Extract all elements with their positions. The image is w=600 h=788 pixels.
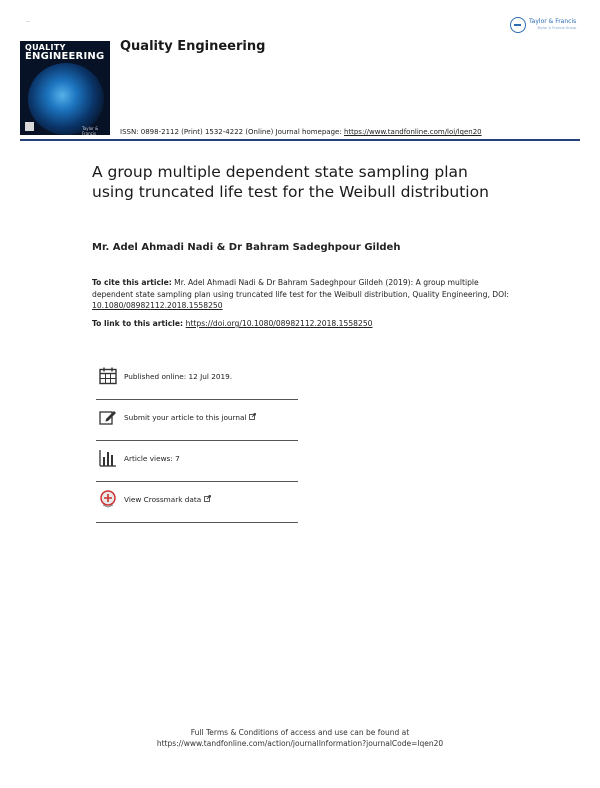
info-divider <box>96 522 298 523</box>
citation-block <box>92 277 512 312</box>
article-views-text: Article views: 7 <box>124 454 180 463</box>
issn-line <box>120 128 482 136</box>
info-divider <box>96 481 298 482</box>
crossmark-row[interactable] <box>96 490 298 520</box>
article-title: A group multiple dependent state sampling plan using truncated life test for the Weibull distribution <box>92 163 489 201</box>
cite-text: Mr. Adel Ahmadi Nadi & Dr Bahram Sadeghpour Gildeh (2019): A group multiple dependent state sampling plan using truncated life test for the Weibull distribution, Quality Engineering, DOI: <box>92 278 509 299</box>
cite-label: To cite this article: <box>92 278 172 287</box>
crossmark-icon <box>99 490 117 508</box>
external-link-icon <box>204 495 211 504</box>
cover-title-line2: ENGINEERING <box>25 51 105 62</box>
published-online-text: Published online: 12 Jul 2019. <box>124 372 233 381</box>
link-label: To link to this article: <box>92 319 186 328</box>
journal-cover[interactable] <box>20 41 110 135</box>
cover-title-line1: QUALITY <box>25 43 66 52</box>
calendar-icon <box>99 367 117 385</box>
published-online-row <box>96 367 298 397</box>
article-doi-url[interactable]: https://doi.org/10.1080/08982112.2018.1558250 <box>185 319 373 328</box>
edit-icon <box>99 408 117 426</box>
terms-link[interactable]: https://www.tandfonline.com/action/journalInformation?journalCode=lqen20 <box>156 739 444 748</box>
tf-logo-icon <box>510 17 526 33</box>
submit-article-row[interactable] <box>96 408 298 438</box>
tf-logo-name: Taylor & Francis <box>529 18 577 25</box>
article-link-line <box>92 319 372 328</box>
tf-logo-tagline: Taylor & Francis Group <box>537 26 577 30</box>
crossmark-label: View Crossmark data <box>124 495 202 504</box>
cover-globe-image <box>28 63 104 135</box>
cover-publisher-name: Taylor & Francis <box>82 126 99 135</box>
info-divider <box>96 399 298 400</box>
submit-article-text[interactable] <box>124 413 256 422</box>
external-link-icon <box>249 413 256 422</box>
header-divider <box>20 139 580 141</box>
cover-publisher-logo <box>25 122 34 131</box>
header-mark: — <box>26 19 30 24</box>
taylor-francis-logo[interactable] <box>510 17 582 35</box>
crossmark-text[interactable] <box>124 495 211 504</box>
article-authors: Mr. Adel Ahmadi Nadi & Dr Bahram Sadeghpour Gildeh <box>92 242 401 253</box>
submit-article-label: Submit your article to this journal <box>124 413 247 422</box>
journal-title[interactable]: Quality Engineering <box>120 39 266 54</box>
issn-text: ISSN: 0898-2112 (Print) 1532-4222 (Online) Journal homepage: <box>120 128 344 136</box>
terms-notice: Full Terms & Conditions of access and use can be found at <box>190 728 410 737</box>
info-divider <box>96 440 298 441</box>
article-views-row <box>96 449 298 479</box>
journal-homepage-link[interactable]: https://www.tandfonline.com/loi/lqen20 <box>343 128 482 136</box>
doi-link[interactable]: 10.1080/08982112.2018.1558250 <box>92 301 223 310</box>
bar-chart-icon <box>99 449 117 467</box>
